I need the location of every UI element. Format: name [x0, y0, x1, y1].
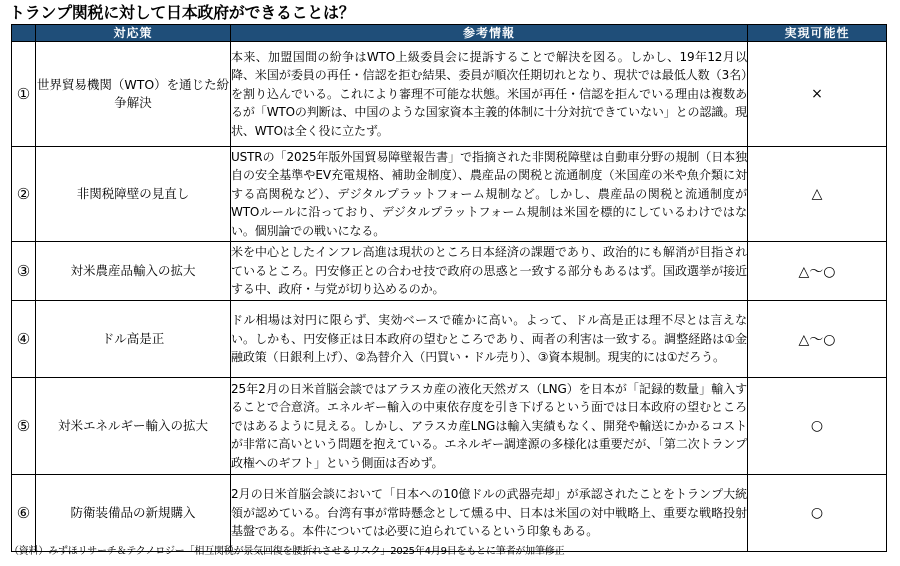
table-row [12, 475, 887, 552]
row-number: ⑤ [12, 378, 36, 475]
row-feasibility: × [748, 42, 887, 147]
row-info: 本来、加盟国間の紛争はWTO上級委員会に提訴することで解決を図る。しかし、19年12月以降、米国が委員の再任・信認を拒む結果、委員が順次任期切れとなり、現状では最低人数（3名）を割り込んでいる。これにより審理不可能な状態。米国が再任・信認を拒んでいる理由は複数あるが「WTOの判断は、中国のような国家資本主義的体制に十分対抗できていない」との認識。現状、WTOは全く役に立たず。 [231, 42, 748, 147]
source-note: （資料）みずほリサーチ＆テクノロジー「相互関税が景気回復を腰折れさせるリスク」2025年4月9日をもとに筆者が加筆修正 [9, 546, 565, 557]
row-measure: 世界貿易機関（WTO）を通じた紛争解決 [36, 42, 231, 147]
row-number: ④ [12, 301, 36, 378]
table-row [12, 242, 887, 301]
table-header-row [12, 25, 887, 42]
measures-table [11, 24, 887, 552]
row-number: ⑥ [12, 475, 36, 552]
row-number: ① [12, 42, 36, 147]
row-number: ③ [12, 242, 36, 301]
row-feasibility: ○ [748, 475, 887, 552]
row-info: USTRの「2025年版外国貿易障壁報告書」で指摘された非関税障壁は自動車分野の規制（日本独自の安全基準やEV充電規格、補助金制度）、農産品の関税と流通制度（米国産の米や魚介類に対する高関税など）、デジタルプラットフォーム規制など。しかし、農産品の関税と流通制度がWTOルールに沿っており、デジタルプラットフォーム規制は米国を標的にしているわけではない。個別論での戦いになる。 [231, 147, 748, 242]
row-measure: 防衛装備品の新規購入 [36, 475, 231, 552]
row-feasibility: △ [748, 147, 887, 242]
table-row [12, 147, 887, 242]
table-row [12, 301, 887, 378]
row-info: 米を中心としたインフレ高進は現状のところ日本経済の課題であり、政治的にも解消が目指されているところ。円安修正との合わせ技で政府の思惑と一致する部分もあるはず。国政選挙が接近する中、政府・与党が切り込めるのか。 [231, 242, 748, 301]
table-row [12, 378, 887, 475]
row-feasibility: △～○ [748, 301, 887, 378]
row-measure: 非関税障壁の見直し [36, 147, 231, 242]
page-title: トランプ関税に対して日本政府ができることは？ [9, 3, 355, 22]
header-number [12, 25, 36, 42]
table-row [12, 42, 887, 147]
row-info: 25年2月の日米首脳会談ではアラスカ産の液化天然ガス（LNG）を日本が「記録的数量」輸入することで合意済。エネルギー輸入の中東依存度を引き下げるという面では日本政府の望むところではあるように見える。しかし、アラスカ産LNGは輸入実績もなく、開発や輸送にかかるコストが非常に高いという問題を抱えている。エネルギー調達源の多様化は重要だが、「第二次トランプ政権へのギフト」という側面は否めず。 [231, 378, 748, 475]
row-feasibility: ○ [748, 378, 887, 475]
header-info: 参考情報 [231, 25, 748, 42]
row-measure: 対米農産品輸入の拡大 [36, 242, 231, 301]
row-number: ② [12, 147, 36, 242]
row-feasibility: △～○ [748, 242, 887, 301]
row-measure: 対米エネルギー輸入の拡大 [36, 378, 231, 475]
header-measure: 対応策 [36, 25, 231, 42]
row-measure: ドル高是正 [36, 301, 231, 378]
row-info: ドル相場は対円に限らず、実効ベースで確かに高い。よって、ドル高是正は理不尽とは言えない。しかも、円安修正は日本政府の望むところであり、両者の利害は一致する。調整経路は①金融政策（日銀利上げ）、②為替介入（円買い・ドル売り）、③資本規制。現実的には①だろう。 [231, 301, 748, 378]
header-feasibility: 実現可能性 [748, 25, 887, 42]
row-info: 2月の日米首脳会談において「日本への10億ドルの武器売却」が承認されたことをトランプ大統領が認めている。台湾有事が常時懸念として燻る中、日本は米国の対中戦略上、重要な戦略投射基盤である。本件については必要に迫られているという印象もある。 [231, 475, 748, 552]
